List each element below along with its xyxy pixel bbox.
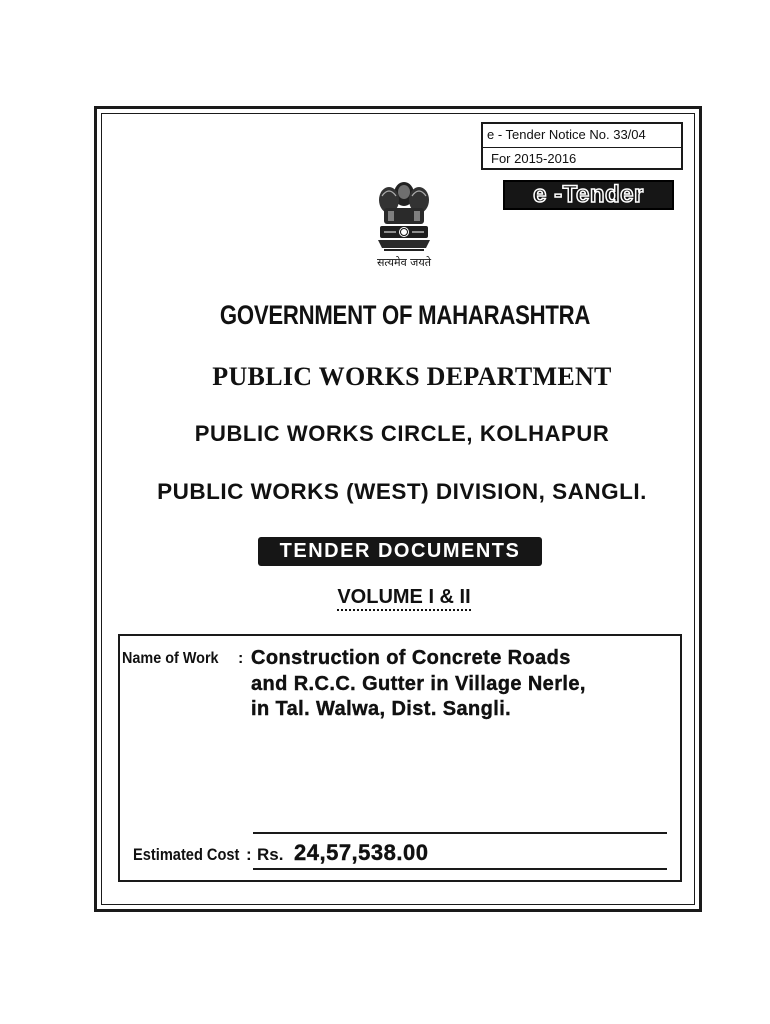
name-of-work-label: Name of Work — [122, 650, 219, 667]
work-description-line: in Tal. Walwa, Dist. Sangli. — [251, 698, 512, 720]
currency-label: Rs. — [257, 845, 284, 864]
department-title: PUBLIC WORKS DEPARTMENT — [212, 362, 612, 391]
circle-title: PUBLIC WORKS CIRCLE, KOLHAPUR — [194, 421, 610, 446]
estimated-cost-label: Estimated Cost — [133, 845, 240, 864]
division-title: PUBLIC WORKS (WEST) DIVISION, SANGLI. — [157, 479, 647, 504]
volume-label: VOLUME I & II — [337, 586, 470, 611]
cost-rule-bottom — [253, 868, 667, 870]
e-tender-badge — [503, 180, 674, 210]
tender-documents-banner: TENDER DOCUMENTS — [258, 537, 542, 566]
estimated-cost-colon: : — [246, 845, 252, 864]
emblem-motto: सत्यमेव जयते — [376, 256, 431, 269]
tender-notice-number: e - Tender Notice No. 33/04 — [483, 124, 681, 148]
work-description-line: Construction of Concrete Roads — [251, 647, 571, 669]
cost-rule-top — [253, 832, 667, 834]
e-tender-label: e -Tender — [533, 181, 644, 208]
name-of-work-colon: : — [238, 650, 244, 667]
ashoka-emblem-icon — [370, 176, 438, 256]
government-title: GOVERNMENT OF MAHARASHTRA — [219, 300, 591, 330]
tender-notice-box — [481, 122, 683, 170]
estimated-cost-value: 24,57,538.00 — [294, 840, 429, 865]
tender-notice-year: For 2015-2016 — [491, 151, 577, 166]
work-description-line: and R.C.C. Gutter in Village Nerle, — [251, 673, 586, 695]
volume-heading — [0, 586, 770, 609]
